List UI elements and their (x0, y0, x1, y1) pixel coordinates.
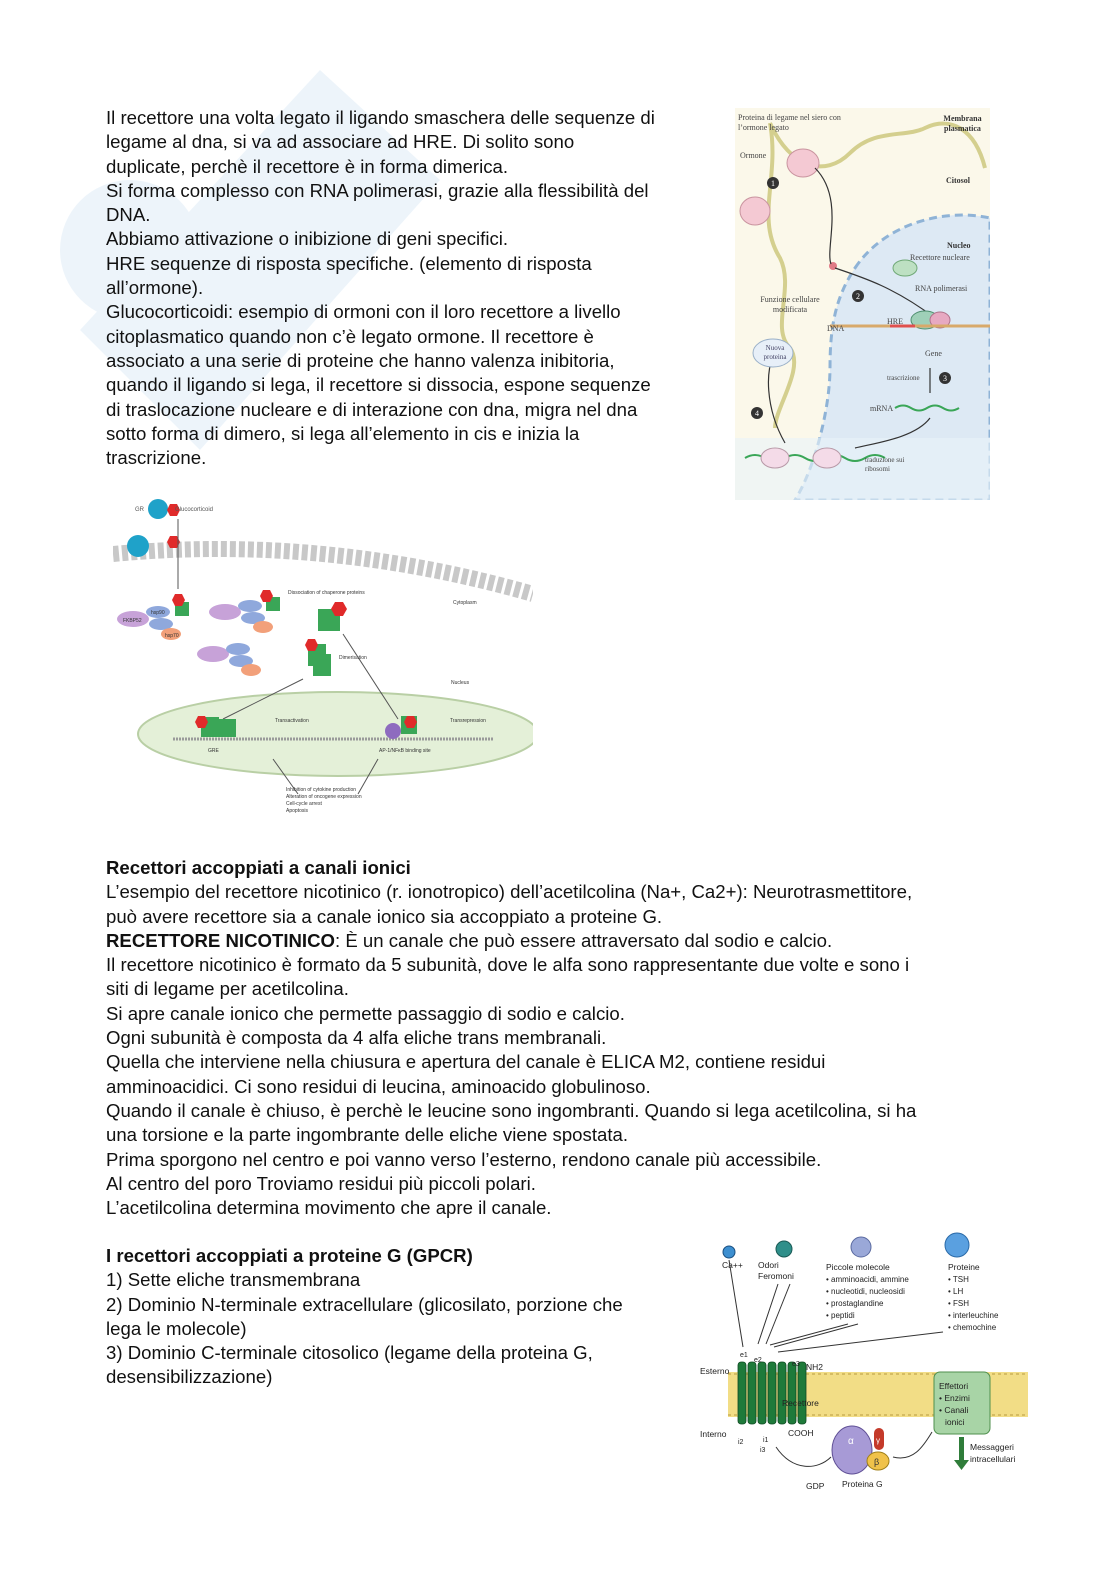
label-transactivation: Transactivation (275, 718, 309, 724)
section3-text (106, 1244, 696, 1390)
section-heading: Recettori accoppiati a canali ionici (106, 857, 411, 878)
effettori-item: • Canali (939, 1405, 969, 1415)
step-marker: 1 (771, 179, 775, 188)
label-recettore: Recettore (782, 1398, 819, 1408)
label-feromoni: Feromoni (758, 1271, 794, 1281)
label-hsp70: hsp70 (165, 633, 179, 639)
piccole-item: • amminoacidi, ammine (826, 1275, 909, 1284)
text-line: Ogni subunità è composta da 4 alfa eliche trans membranali. (106, 1027, 607, 1049)
text-line: citoplasmatico quando non c’è legato ormone. Il recettore è (106, 325, 594, 347)
step-marker: 2 (856, 292, 860, 301)
text-line: L’acetilcolina determina movimento che apre il canale. (106, 1197, 552, 1219)
outcome-line: Alteration of oncogene expression (286, 794, 362, 800)
label-gamma: γ (876, 1436, 880, 1445)
proteine-item: • interleuchine (948, 1311, 999, 1320)
proteine-item: • chemochine (948, 1323, 997, 1332)
text-line: trascrizione. (106, 447, 207, 469)
label-cytoplasm: Cytoplasm (453, 600, 477, 606)
text-line: L’esempio del recettore nicotinico (r. ionotropico) dell’acetilcolina (Na+, Ca2+): Neurotrasmettitore, (106, 881, 913, 903)
label-gr: GR (135, 507, 144, 513)
text-line: lega le molecole) (106, 1317, 247, 1339)
label-serum-protein: Proteina di legame nel siero con l’ormone legato (738, 113, 841, 132)
proteine-item: • LH (948, 1287, 964, 1296)
cell-membrane (113, 549, 533, 594)
outcome-line: Inhibition of cytokine production (286, 787, 357, 793)
text-line: Il recettore nicotinico è formato da 5 subunità, dove le alfa sono rappresentante due volte e sono i (106, 954, 910, 976)
label-interno: Interno (700, 1429, 727, 1439)
label-transrepression: Transrepression (450, 718, 486, 724)
outcome-line: Cell-cycle arrest (286, 801, 322, 807)
label-dna: DNA (827, 324, 845, 333)
step-marker: 3 (943, 374, 947, 383)
label-messaggeri: Messaggeri (970, 1442, 1014, 1452)
label-nucleus: Nucleus (451, 680, 470, 686)
text-line: Abbiamo attivazione o inibizione di geni specifici. (106, 228, 509, 250)
bold-term: RECETTORE NICOTINICO (106, 929, 335, 951)
label-proteine: Proteine (948, 1262, 980, 1272)
text-line: Quella che interviene nella chiusura e apertura del canale è ELICA M2, contiene residui (106, 1051, 826, 1073)
text-line: duplicate, perchè il recettore è in forma dimerica. (106, 155, 509, 177)
proteine-item: • TSH (948, 1275, 969, 1284)
glucocorticoid-figure (113, 494, 533, 819)
label-intracellulari: intracellulari (970, 1454, 1016, 1464)
label-gdp: GDP (806, 1481, 825, 1491)
text-line: legame al dna, si va ad associare ad HRE. Di solito sono (106, 131, 575, 153)
text-line: desensibilizzazione) (106, 1366, 273, 1388)
text-line: 2) Dominio N-terminale extracellulare (glicosilato, porzione che (106, 1293, 623, 1315)
gpcr-figure (698, 1232, 1028, 1494)
text-line: Al centro del poro Troviamo residui più piccoli polari. (106, 1172, 536, 1194)
label-recettore: Recettore nucleare (910, 253, 970, 262)
label-e1: e1 (740, 1352, 748, 1359)
label-ormone: Ormone (740, 151, 767, 160)
text-line: amminoacidici. Ci sono residui di leucina, aminoacido globulinoso. (106, 1075, 651, 1097)
label-beta: β (874, 1457, 880, 1467)
text-line: associato a una serie di proteine che hanno valenza inibitoria, (106, 349, 615, 371)
label-e2: e2 (754, 1357, 762, 1364)
label-i3: i3 (760, 1447, 766, 1454)
label-hsp90: hsp90 (151, 610, 165, 616)
text-line: una torsione e la parte ingombrante delle eliche viene spostata. (106, 1124, 628, 1146)
piccole-item: • nucleotidi, nucleosidi (826, 1287, 905, 1296)
text-span: : È un canale che può essere attraversato dal sodio e calcio. (335, 929, 833, 951)
text-line: DNA. (106, 204, 151, 226)
label-citosol: Citosol (946, 176, 970, 185)
nuclear-receptor-figure (735, 108, 990, 500)
label-mrna: mRNA (870, 404, 894, 413)
label-alpha: α (848, 1436, 854, 1447)
label-dissociation: Dissociation of chaperone proteins (288, 590, 365, 596)
piccole-item: • peptidi (826, 1311, 855, 1320)
section-heading: I recettori accoppiati a proteine G (GPCR) (106, 1245, 473, 1266)
label-proteina-g: Proteina G (842, 1479, 883, 1489)
text-line: Il recettore una volta legato il ligando smaschera delle sequenze di (106, 107, 655, 128)
text-line: 3) Dominio C-terminale citosolico (legame della proteina G, (106, 1342, 593, 1364)
label-piccole: Piccole molecole (826, 1262, 890, 1272)
label-esterno: Esterno (700, 1366, 730, 1376)
text-line: può avere recettore sia a canale ionico sia accoppiato a proteine G. (106, 905, 663, 927)
text-line: di traslocazione nucleare e di interazione con dna, migra nel dna (106, 398, 638, 420)
text-line: sotto forma di dimero, si lega all’elemento in cis e inizia la (106, 422, 580, 444)
label-nh2: NH2 (806, 1362, 824, 1372)
text-line: Quando il canale è chiuso, è perchè le leucine sono ingombranti. Quando si lega acetilcolina, si ha (106, 1099, 917, 1121)
text-line: 1) Sette eliche transmembrana (106, 1269, 361, 1291)
text-line: Prima sporgono nel centro e poi vanno verso l’esterno, rendono canale più accessibile. (106, 1148, 822, 1170)
label-fkbp52: FKBP52 (123, 618, 142, 624)
label-e3: e3 (792, 1361, 800, 1368)
effettori-item: • Enzimi (939, 1393, 970, 1403)
text-line: quando il ligando si lega, il recettore si dissocia, espone sequenze (106, 374, 651, 396)
label-glucocorticoid: Glucocorticoid (175, 507, 214, 513)
label-i2: i2 (738, 1439, 744, 1446)
text-line (106, 929, 1026, 953)
proteine-item: • FSH (948, 1299, 970, 1308)
label-nucleo: Nucleo (947, 241, 971, 250)
label-ap1: AP-1/NFκB binding site (379, 748, 431, 754)
label-nuova-proteina: Nuova proteina (763, 344, 787, 361)
label-trascrizione: trascrizione (887, 374, 920, 382)
text-line: Si forma complesso con RNA polimerasi, grazie alla flessibilità del (106, 179, 649, 201)
label-funzione: Funzione cellulare modificata (760, 295, 820, 314)
label-membrane: Membrana plasmatica (943, 114, 982, 133)
text-line: all’ormone). (106, 277, 204, 299)
label-i1: i1 (763, 1437, 769, 1444)
text-line: HRE sequenze di risposta specifiche. (elemento di risposta (106, 252, 592, 274)
text-line: siti di legame per acetilcolina. (106, 978, 349, 1000)
text-line: Glucocorticoidi: esempio di ormoni con il loro recettore a livello (106, 301, 621, 323)
section1-text (106, 106, 718, 470)
label-ca: Ca++ (722, 1260, 743, 1270)
effettori-item: ionici (945, 1417, 965, 1427)
label-hre: HRE (887, 317, 903, 326)
label-effettori: Effettori (939, 1381, 969, 1391)
step-marker: 4 (755, 409, 759, 418)
label-traduzione: traduzione sui ribosomi (865, 456, 905, 473)
label-gre: GRE (208, 748, 219, 754)
label-cooh: COOH (788, 1428, 814, 1438)
section2-text (106, 856, 1026, 1220)
text-line: Si apre canale ionico che permette passaggio di sodio e calcio. (106, 1002, 625, 1024)
label-dimerisation: Dimerisation (339, 655, 367, 661)
label-gene: Gene (925, 349, 942, 358)
label-rna-pol: RNA polimerasi (915, 284, 968, 293)
label-odori: Odori (758, 1260, 779, 1270)
outcome-line: Apoptosis (286, 808, 308, 814)
piccole-item: • prostaglandine (826, 1299, 884, 1308)
